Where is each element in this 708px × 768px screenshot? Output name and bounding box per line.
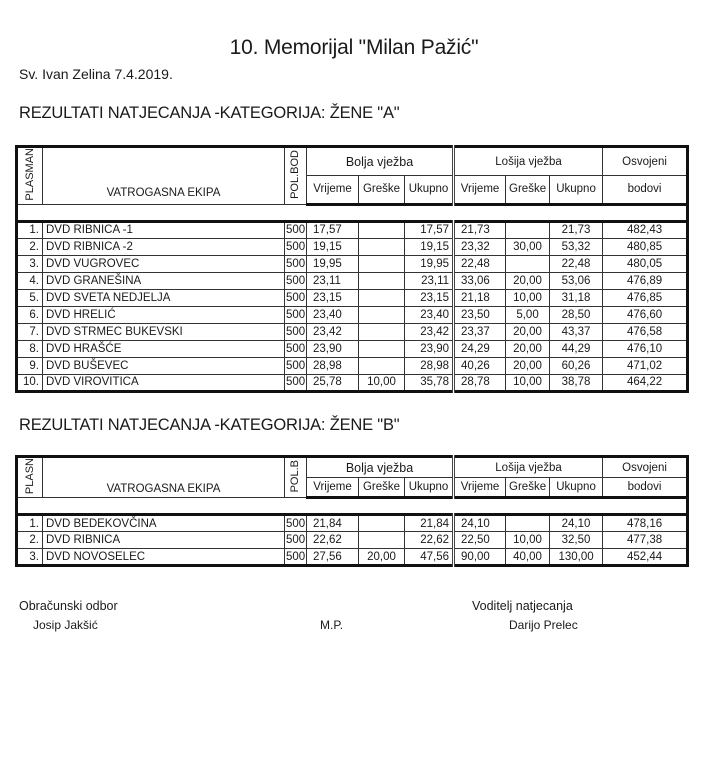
losija-greske-cell: 10,00 [506, 532, 550, 549]
pol-bod-cell: 500 [285, 549, 307, 566]
bolja-ukupno-cell: 23,11 [405, 272, 454, 289]
losija-vrijeme-header: Vrijeme [454, 478, 506, 498]
bolja-ukupno-cell: 23,15 [405, 289, 454, 306]
rank-cell: 4. [17, 272, 43, 289]
bolja-vrijeme-cell: 27,56 [307, 549, 359, 566]
bolja-vrijeme-cell: 23,40 [307, 306, 359, 323]
table-a-body [17, 221, 688, 391]
results-table-b [15, 455, 689, 567]
losija-greske-cell: 20,00 [506, 272, 550, 289]
losija-vrijeme-cell: 22,50 [454, 532, 506, 549]
losija-ukupno-header: Ukupno [550, 176, 603, 204]
bolja-ukupno-cell: 23,42 [405, 323, 454, 340]
bolja-vrijeme-cell: 19,95 [307, 255, 359, 272]
losija-ukupno-cell: 60,26 [550, 357, 603, 374]
losija-greske-cell: 10,00 [506, 374, 550, 391]
bolja-ukupno-cell: 22,62 [405, 532, 454, 549]
bolja-greske-cell [359, 306, 405, 323]
rank-cell: 7. [17, 323, 43, 340]
bolja-ukupno-cell: 19,15 [405, 238, 454, 255]
losija-ukupno-header: Ukupno [550, 478, 603, 498]
losija-greske-cell: 10,00 [506, 289, 550, 306]
bolja-ukupno-cell: 17,57 [405, 221, 454, 238]
footer-right-name: Darijo Prelec [509, 618, 578, 632]
bodovi-header: bodovi [603, 478, 688, 498]
losija-greske-cell: 30,00 [506, 238, 550, 255]
bolja-greske-cell [359, 515, 405, 532]
table-row [17, 306, 688, 323]
bolja-greske-cell [359, 357, 405, 374]
losija-vrijeme-cell: 23,32 [454, 238, 506, 255]
pol-bod-header [285, 147, 307, 205]
table-row [17, 357, 688, 374]
team-header: VATROGASNA EKIPA [43, 147, 285, 205]
pol-bod-cell: 500 [285, 221, 307, 238]
document-title [0, 36, 708, 60]
points-cell: 476,58 [603, 323, 688, 340]
plasman-header [17, 147, 43, 205]
points-cell: 477,38 [603, 532, 688, 549]
bolja-greske-cell [359, 255, 405, 272]
osvojeni-header: Osvojeni [603, 147, 688, 176]
points-cell: 476,60 [603, 306, 688, 323]
rank-cell: 6. [17, 306, 43, 323]
bolja-ukupno-header: Ukupno [405, 478, 454, 498]
bolja-header: Bolja vježba [307, 457, 454, 478]
bolja-greske-cell [359, 272, 405, 289]
title-text: 10. Memorijal "Milan Pažić" [229, 36, 479, 59]
losija-ukupno-cell: 28,50 [550, 306, 603, 323]
rank-cell: 1. [17, 221, 43, 238]
pol-bod-cell: 500 [285, 515, 307, 532]
points-cell: 476,89 [603, 272, 688, 289]
rank-cell: 2. [17, 238, 43, 255]
losija-vrijeme-cell: 21,73 [454, 221, 506, 238]
spacer-row [17, 498, 688, 515]
losija-ukupno-cell: 22,48 [550, 255, 603, 272]
losija-vrijeme-header: Vrijeme [454, 176, 506, 204]
bolja-vrijeme-cell: 23,15 [307, 289, 359, 306]
pol-bod-cell: 500 [285, 357, 307, 374]
losija-greske-header: Greške [506, 176, 550, 204]
losija-greske-cell [506, 221, 550, 238]
points-cell: 482,43 [603, 221, 688, 238]
pol-bod-cell: 500 [285, 255, 307, 272]
bolja-vrijeme-cell: 19,15 [307, 238, 359, 255]
pol-bod-cell: 500 [285, 340, 307, 357]
points-cell: 476,10 [603, 340, 688, 357]
pol-bod-cell: 500 [285, 323, 307, 340]
table-row [17, 532, 688, 549]
bolja-greske-cell [359, 532, 405, 549]
bolja-vrijeme-cell: 22,62 [307, 532, 359, 549]
pol-bod-cell: 500 [285, 306, 307, 323]
losija-ukupno-cell: 21,73 [550, 221, 603, 238]
pol-bod-cell: 500 [285, 272, 307, 289]
table-row [17, 515, 688, 532]
rank-cell: 8. [17, 340, 43, 357]
bolja-ukupno-cell: 23,90 [405, 340, 454, 357]
losija-header: Lošija vježba [454, 457, 603, 478]
bolja-greske-cell [359, 238, 405, 255]
bolja-vrijeme-cell: 23,42 [307, 323, 359, 340]
losija-ukupno-cell: 38,78 [550, 374, 603, 391]
plasman-header [17, 457, 43, 498]
points-cell: 452,44 [603, 549, 688, 566]
bolja-ukupno-cell: 19,95 [405, 255, 454, 272]
table-row [17, 255, 688, 272]
points-cell: 480,85 [603, 238, 688, 255]
table-row [17, 340, 688, 357]
team-cell: DVD VIROVITICA [43, 374, 285, 391]
team-cell: DVD BUŠEVEC [43, 357, 285, 374]
points-cell: 464,22 [603, 374, 688, 391]
bodovi-header: bodovi [603, 176, 688, 204]
category-a-heading: REZULTATI NATJECANJA -KATEGORIJA: ŽENE "A" [19, 104, 400, 122]
points-cell: 471,02 [603, 357, 688, 374]
losija-vrijeme-cell: 28,78 [454, 374, 506, 391]
plasman-label: PLASN [23, 458, 36, 495]
losija-vrijeme-cell: 33,06 [454, 272, 506, 289]
losija-ukupno-cell: 130,00 [550, 549, 603, 566]
losija-vrijeme-cell: 23,37 [454, 323, 506, 340]
table-row [17, 323, 688, 340]
team-cell: DVD NOVOSELEC [43, 549, 285, 566]
pol-bod-cell: 500 [285, 374, 307, 391]
bolja-greske-cell [359, 340, 405, 357]
pol-bod-cell: 500 [285, 532, 307, 549]
bolja-ukupno-cell: 23,40 [405, 306, 454, 323]
points-cell: 476,85 [603, 289, 688, 306]
footer-stamp: M.P. [320, 618, 344, 632]
losija-vrijeme-cell: 40,26 [454, 357, 506, 374]
table-row [17, 289, 688, 306]
losija-vrijeme-cell: 24,10 [454, 515, 506, 532]
rank-cell: 5. [17, 289, 43, 306]
losija-greske-cell: 20,00 [506, 323, 550, 340]
pol-bod-label: POL.BOD [289, 149, 301, 199]
bolja-greske-cell [359, 289, 405, 306]
bolja-greske-cell [359, 323, 405, 340]
bolja-greske-cell [359, 221, 405, 238]
bolja-ukupno-cell: 47,56 [405, 549, 454, 566]
points-cell: 478,16 [603, 515, 688, 532]
losija-greske-cell [506, 515, 550, 532]
table-row [17, 272, 688, 289]
bolja-greske-header: Greške [359, 176, 405, 204]
spacer-row [17, 204, 688, 221]
rank-cell: 3. [17, 549, 43, 566]
pol-bod-header [285, 457, 307, 498]
losija-vrijeme-cell: 21,18 [454, 289, 506, 306]
team-cell: DVD SVETA NEDJELJA [43, 289, 285, 306]
losija-vrijeme-cell: 23,50 [454, 306, 506, 323]
table-row [17, 374, 688, 391]
losija-vrijeme-cell: 90,00 [454, 549, 506, 566]
plasman-label: PLASMAN [23, 148, 36, 201]
team-cell: DVD RIBNICA -1 [43, 221, 285, 238]
losija-vrijeme-cell: 22,48 [454, 255, 506, 272]
footer-left-name: Josip Jakšić [33, 618, 98, 632]
place-date: Sv. Ivan Zelina 7.4.2019. [19, 66, 173, 82]
losija-vrijeme-cell: 24,29 [454, 340, 506, 357]
losija-greske-cell: 40,00 [506, 549, 550, 566]
losija-ukupno-cell: 53,06 [550, 272, 603, 289]
team-cell: DVD HRAŠĆE [43, 340, 285, 357]
bolja-header: Bolja vježba [307, 147, 454, 176]
team-cell: DVD BEDEKOVČINA [43, 515, 285, 532]
pol-bod-cell: 500 [285, 289, 307, 306]
losija-ukupno-cell: 32,50 [550, 532, 603, 549]
losija-greske-cell [506, 255, 550, 272]
losija-greske-cell: 20,00 [506, 340, 550, 357]
losija-ukupno-cell: 53,32 [550, 238, 603, 255]
bolja-ukupno-header: Ukupno [405, 176, 454, 204]
footer-right-title: Voditelj natjecanja [472, 599, 573, 613]
bolja-vrijeme-cell: 17,57 [307, 221, 359, 238]
losija-greske-cell: 5,00 [506, 306, 550, 323]
bolja-vrijeme-header: Vrijeme [307, 478, 359, 498]
team-cell: DVD GRANEŠINA [43, 272, 285, 289]
bolja-vrijeme-cell: 25,78 [307, 374, 359, 391]
team-cell: DVD VUGROVEC [43, 255, 285, 272]
bolja-ukupno-cell: 28,98 [405, 357, 454, 374]
bolja-greske-cell: 10,00 [359, 374, 405, 391]
bolja-greske-header: Greške [359, 478, 405, 498]
bolja-vrijeme-cell: 21,84 [307, 515, 359, 532]
rank-cell: 2. [17, 532, 43, 549]
losija-ukupno-cell: 31,18 [550, 289, 603, 306]
bolja-vrijeme-header: Vrijeme [307, 176, 359, 204]
bolja-greske-cell: 20,00 [359, 549, 405, 566]
bolja-ukupno-cell: 35,78 [405, 374, 454, 391]
rank-cell: 9. [17, 357, 43, 374]
rank-cell: 10. [17, 374, 43, 391]
points-cell: 480,05 [603, 255, 688, 272]
losija-greske-cell: 20,00 [506, 357, 550, 374]
losija-header: Lošija vježba [454, 147, 603, 176]
team-cell: DVD STRMEC BUKEVSKI [43, 323, 285, 340]
pol-bod-cell: 500 [285, 238, 307, 255]
table-b-body [17, 515, 688, 566]
losija-ukupno-cell: 24,10 [550, 515, 603, 532]
losija-ukupno-cell: 44,29 [550, 340, 603, 357]
table-row [17, 238, 688, 255]
category-b-heading: REZULTATI NATJECANJA -KATEGORIJA: ŽENE "B" [19, 416, 400, 434]
rank-cell: 1. [17, 515, 43, 532]
footer-left-title: Obračunski odbor [19, 599, 118, 613]
results-table-a [15, 145, 689, 393]
table-row [17, 221, 688, 238]
team-header: VATROGASNA EKIPA [43, 457, 285, 498]
bolja-ukupno-cell: 21,84 [405, 515, 454, 532]
losija-ukupno-cell: 43,37 [550, 323, 603, 340]
pol-bod-label: POL.B [289, 459, 301, 493]
team-cell: DVD HRELIĆ [43, 306, 285, 323]
bolja-vrijeme-cell: 23,90 [307, 340, 359, 357]
rank-cell: 3. [17, 255, 43, 272]
team-cell: DVD RIBNICA -2 [43, 238, 285, 255]
table-row [17, 549, 688, 566]
bolja-vrijeme-cell: 23,11 [307, 272, 359, 289]
losija-greske-header: Greške [506, 478, 550, 498]
bolja-vrijeme-cell: 28,98 [307, 357, 359, 374]
team-cell: DVD RIBNICA [43, 532, 285, 549]
osvojeni-header: Osvojeni [603, 457, 688, 478]
